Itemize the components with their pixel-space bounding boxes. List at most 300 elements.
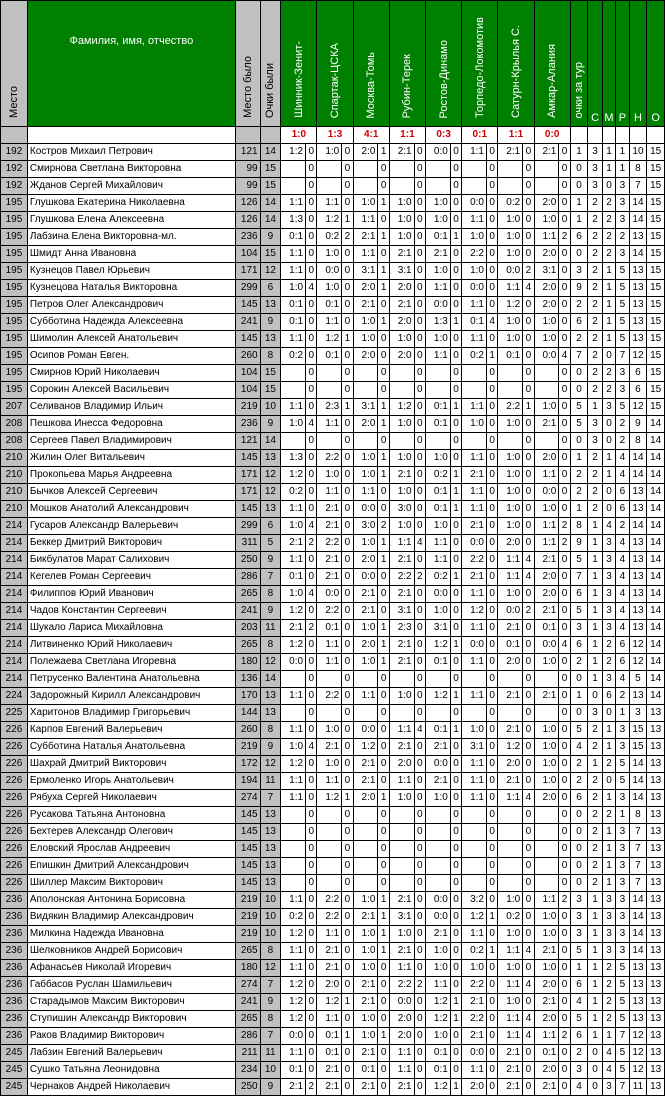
points-cell-7: 4 — [523, 977, 534, 994]
points-cell-6: 0 — [487, 246, 498, 263]
points-cell-3: 1 — [378, 467, 389, 484]
prediction-cell-4 — [389, 705, 414, 722]
tour-points-cell: 7 — [570, 348, 588, 365]
prediction-cell-6: 1:0 — [462, 229, 487, 246]
prediction-cell-6 — [462, 671, 487, 688]
prediction-cell-1: 1:1 — [281, 1045, 306, 1062]
c-cell: 1 — [588, 926, 602, 943]
prediction-cell-3 — [353, 365, 378, 382]
prediction-cell-8: 2:1 — [534, 688, 559, 705]
prediction-cell-3: 1:0 — [353, 960, 378, 977]
o-cell: 13 — [647, 960, 665, 977]
points-cell-5: 0 — [450, 909, 461, 926]
o-cell: 15 — [647, 161, 665, 178]
points-cell-8: 0 — [559, 433, 570, 450]
prediction-cell-2: 2:2 — [317, 450, 342, 467]
prediction-cell-5 — [426, 671, 451, 688]
points-cell-1: 0 — [306, 722, 317, 739]
points-cell-7: 0 — [523, 416, 534, 433]
points-cell-8: 0 — [559, 280, 570, 297]
prediction-cell-5: 1:0 — [426, 263, 451, 280]
table-row — [1, 263, 665, 280]
prediction-cell-5: 0:0 — [426, 909, 451, 926]
prediction-cell-6: 2:2 — [462, 246, 487, 263]
prediction-cell-1: 1:2 — [281, 926, 306, 943]
prediction-cell-2: 1:1 — [317, 416, 342, 433]
name-cell: Субботина Надежда Алексеевна — [27, 314, 235, 331]
name-cell: Рябуха Сергей Николаевич — [27, 790, 235, 807]
n-cell: 13 — [629, 603, 647, 620]
m-cell: 3 — [602, 909, 615, 926]
points-cell-7: 0 — [523, 178, 534, 195]
prediction-cell-6: 1:1 — [462, 926, 487, 943]
points-cell-8: 0 — [559, 858, 570, 875]
prediction-cell-8 — [534, 161, 559, 178]
name-cell: Жданов Сергей Михайлович — [27, 178, 235, 195]
points-cell-4: 0 — [414, 705, 425, 722]
points-cell-5: 0 — [450, 365, 461, 382]
prediction-cell-1: 1:0 — [281, 518, 306, 535]
prediction-cell-2 — [317, 382, 342, 399]
points-cell-8: 0 — [559, 620, 570, 637]
points-cell-8: 4 — [559, 348, 570, 365]
points-cell-3: 1 — [378, 314, 389, 331]
table-row — [1, 1062, 665, 1079]
prediction-cell-3 — [353, 858, 378, 875]
points-cell-1: 0 — [306, 688, 317, 705]
points-cell-1: 0 — [306, 331, 317, 348]
prediction-cell-4: 2:1 — [389, 637, 414, 654]
points-cell-5: 0 — [450, 331, 461, 348]
prediction-cell-7: 1:2 — [498, 297, 523, 314]
prev-place-cell: 219 — [235, 892, 260, 909]
points-cell-2: 1 — [342, 790, 353, 807]
points-cell-7: 2 — [523, 263, 534, 280]
prediction-cell-5: 1:0 — [426, 331, 451, 348]
prediction-cell-7: 0:0 — [498, 263, 523, 280]
points-cell-2: 0 — [342, 603, 353, 620]
points-cell-4: 0 — [414, 688, 425, 705]
tour-points-cell: 2 — [570, 467, 588, 484]
m-cell: 2 — [602, 807, 615, 824]
place-cell: 245 — [1, 1045, 28, 1062]
prediction-cell-8 — [534, 875, 559, 892]
prev-place-cell: 104 — [235, 382, 260, 399]
prediction-cell-7: 2:0 — [498, 535, 523, 552]
tour-points-cell: 0 — [570, 858, 588, 875]
m-cell: 1 — [602, 1028, 615, 1045]
points-cell-3: 0 — [378, 960, 389, 977]
points-cell-4: 0 — [414, 195, 425, 212]
points-cell-8: 0 — [559, 501, 570, 518]
prediction-cell-2: 2:1 — [317, 552, 342, 569]
tour-points-cell: 6 — [570, 790, 588, 807]
prediction-cell-6: 0:2 — [462, 943, 487, 960]
points-cell-5: 0 — [450, 586, 461, 603]
c-cell: 1 — [588, 892, 602, 909]
prediction-cell-3: 1:0 — [353, 926, 378, 943]
match-result-3: 4:1 — [353, 127, 389, 144]
points-cell-6: 0 — [487, 365, 498, 382]
m-cell: 6 — [602, 688, 615, 705]
tour-points-cell: 2 — [570, 297, 588, 314]
points-cell-8: 0 — [559, 943, 570, 960]
points-cell-2: 1 — [342, 331, 353, 348]
n-cell: 7 — [629, 875, 647, 892]
prediction-cell-2 — [317, 824, 342, 841]
prediction-cell-3 — [353, 161, 378, 178]
points-cell-4: 2 — [414, 569, 425, 586]
name-cell: Петрусенко Валентина Анатольевна — [27, 671, 235, 688]
points-cell-8: 0 — [559, 909, 570, 926]
prediction-cell-6: 1:1 — [462, 620, 487, 637]
prediction-cell-8: 2:0 — [534, 790, 559, 807]
points-cell-6: 0 — [487, 331, 498, 348]
points-cell-6: 0 — [487, 926, 498, 943]
name-cell: Ступишин Александр Викторович — [27, 1011, 235, 1028]
prev-place-cell: 145 — [235, 501, 260, 518]
tour-points-cell: 1 — [570, 450, 588, 467]
points-cell-5: 0 — [450, 824, 461, 841]
points-cell-6: 0 — [487, 297, 498, 314]
points-cell-3: 0 — [378, 994, 389, 1011]
points-cell-5: 0 — [450, 603, 461, 620]
c-cell: 1 — [588, 552, 602, 569]
table-row — [1, 756, 665, 773]
prediction-cell-8: 2:1 — [534, 994, 559, 1011]
place-cell: 195 — [1, 263, 28, 280]
points-cell-4: 0 — [414, 399, 425, 416]
points-cell-1: 4 — [306, 739, 317, 756]
prev-place-cell: 145 — [235, 858, 260, 875]
prev-place-cell: 194 — [235, 773, 260, 790]
prediction-cell-5: 1:1 — [426, 552, 451, 569]
prediction-cell-2 — [317, 365, 342, 382]
prediction-cell-6: 2:2 — [462, 1011, 487, 1028]
table-row — [1, 858, 665, 875]
points-cell-4: 0 — [414, 518, 425, 535]
n-cell: 8 — [629, 161, 647, 178]
prediction-cell-2: 2:2 — [317, 535, 342, 552]
c-cell: 2 — [588, 484, 602, 501]
points-cell-6: 0 — [487, 858, 498, 875]
m-cell: 1 — [602, 450, 615, 467]
prediction-cell-1: 1:1 — [281, 331, 306, 348]
prediction-cell-2: 1:1 — [317, 314, 342, 331]
points-cell-6: 0 — [487, 790, 498, 807]
points-cell-6: 0 — [487, 977, 498, 994]
points-cell-8: 0 — [559, 960, 570, 977]
points-cell-1: 0 — [306, 433, 317, 450]
name-cell: Смирнов Юрий Николаевич — [27, 365, 235, 382]
table-row — [1, 841, 665, 858]
prev-place-cell: 104 — [235, 365, 260, 382]
prediction-cell-8: 2:1 — [534, 1079, 559, 1096]
n-cell: 6 — [629, 382, 647, 399]
place-cell: 210 — [1, 467, 28, 484]
points-cell-1: 0 — [306, 841, 317, 858]
points-cell-2: 0 — [342, 552, 353, 569]
place-cell: 214 — [1, 552, 28, 569]
prediction-cell-7: 2:1 — [498, 1062, 523, 1079]
place-cell: 226 — [1, 858, 28, 875]
prediction-cell-4: 1:0 — [389, 416, 414, 433]
place-cell: 236 — [1, 960, 28, 977]
prev-points-cell: 9 — [260, 603, 281, 620]
name-cell: Гусаров Александр Валерьевич — [27, 518, 235, 535]
points-cell-2: 0 — [342, 416, 353, 433]
name-cell: Жилин Олег Витальевич — [27, 450, 235, 467]
prediction-cell-7: 1:1 — [498, 1028, 523, 1045]
points-cell-8: 0 — [559, 246, 570, 263]
points-cell-7: 0 — [523, 960, 534, 977]
m-cell: 2 — [602, 195, 615, 212]
points-cell-5: 0 — [450, 671, 461, 688]
c-cell: 3 — [588, 161, 602, 178]
r-cell: 3 — [616, 858, 629, 875]
prediction-cell-4: 1:0 — [389, 790, 414, 807]
tour-points-cell: 0 — [570, 246, 588, 263]
prediction-cell-6: 1:0 — [462, 722, 487, 739]
r-cell: 5 — [616, 297, 629, 314]
r-cell: 5 — [616, 280, 629, 297]
r-cell: 3 — [616, 195, 629, 212]
points-cell-1: 0 — [306, 195, 317, 212]
points-cell-6: 0 — [487, 552, 498, 569]
place-cell: 214 — [1, 620, 28, 637]
table-row — [1, 909, 665, 926]
o-cell: 15 — [647, 365, 665, 382]
prediction-cell-7: 2:1 — [498, 144, 523, 161]
prediction-cell-8: 2:0 — [534, 586, 559, 603]
prediction-cell-1 — [281, 161, 306, 178]
points-cell-3: 0 — [378, 824, 389, 841]
o-cell: 13 — [647, 926, 665, 943]
prediction-cell-6: 2:1 — [462, 1028, 487, 1045]
prediction-cell-1 — [281, 807, 306, 824]
points-cell-5: 0 — [450, 739, 461, 756]
points-cell-7: 0 — [523, 161, 534, 178]
prediction-cell-4 — [389, 824, 414, 841]
place-cell: 245 — [1, 1079, 28, 1096]
prediction-cell-5: 0:1 — [426, 501, 451, 518]
prediction-cell-1: 0:1 — [281, 229, 306, 246]
r-cell: 2 — [616, 416, 629, 433]
prediction-cell-6 — [462, 807, 487, 824]
points-cell-8: 0 — [559, 569, 570, 586]
prediction-cell-7: 1:0 — [498, 484, 523, 501]
points-cell-6: 0 — [487, 501, 498, 518]
m-cell: 2 — [602, 960, 615, 977]
c-cell: 0 — [588, 1045, 602, 1062]
name-cell: Смирнова Светлана Викторовна — [27, 161, 235, 178]
name-cell: Сорокин Алексей Васильевич — [27, 382, 235, 399]
m-cell: 0 — [602, 416, 615, 433]
table-row — [1, 654, 665, 671]
prediction-cell-6: 1:1 — [462, 790, 487, 807]
tour-points-cell: 0 — [570, 178, 588, 195]
r-header: Р — [616, 1, 629, 127]
prediction-cell-1: 1:1 — [281, 943, 306, 960]
points-cell-1: 0 — [306, 790, 317, 807]
points-cell-3: 1 — [378, 229, 389, 246]
points-cell-3: 1 — [378, 280, 389, 297]
prediction-cell-5 — [426, 433, 451, 450]
c-cell: 2 — [588, 875, 602, 892]
points-cell-4: 0 — [414, 1045, 425, 1062]
prediction-cell-1: 1:0 — [281, 739, 306, 756]
n-cell: 14 — [629, 212, 647, 229]
o-cell: 14 — [647, 535, 665, 552]
prediction-cell-1 — [281, 875, 306, 892]
points-cell-6: 0 — [487, 875, 498, 892]
prediction-cell-7: 1:1 — [498, 1011, 523, 1028]
points-cell-6: 0 — [487, 807, 498, 824]
name-cell: Бехтерев Александр Олегович — [27, 824, 235, 841]
prediction-cell-5: 0:1 — [426, 484, 451, 501]
header-row — [1, 1, 665, 127]
prev-place-cell: 250 — [235, 1079, 260, 1096]
points-cell-6: 0 — [487, 603, 498, 620]
points-cell-2: 0 — [342, 263, 353, 280]
points-cell-8: 2 — [559, 229, 570, 246]
points-cell-5: 1 — [450, 484, 461, 501]
prev-points-cell: 7 — [260, 790, 281, 807]
o-cell: 14 — [647, 467, 665, 484]
r-cell: 2 — [616, 433, 629, 450]
points-cell-6: 0 — [487, 1079, 498, 1096]
points-cell-8: 0 — [559, 756, 570, 773]
points-cell-2: 0 — [342, 586, 353, 603]
prediction-cell-1 — [281, 382, 306, 399]
prediction-cell-1: 1:0 — [281, 280, 306, 297]
prev-points-cell: 6 — [260, 518, 281, 535]
prediction-cell-8: 2:1 — [534, 603, 559, 620]
points-cell-4: 0 — [414, 365, 425, 382]
points-cell-5: 0 — [450, 1045, 461, 1062]
m-cell: 3 — [602, 892, 615, 909]
prediction-cell-4 — [389, 875, 414, 892]
points-cell-5: 0 — [450, 450, 461, 467]
n-cell: 13 — [629, 977, 647, 994]
prediction-cell-3: 1:0 — [353, 1011, 378, 1028]
points-cell-5: 0 — [450, 433, 461, 450]
prediction-cell-6: 0:0 — [462, 195, 487, 212]
prev-place-cell: 236 — [235, 229, 260, 246]
prediction-cell-6: 2:1 — [462, 994, 487, 1011]
m-cell: 4 — [602, 518, 615, 535]
place-cell: 226 — [1, 790, 28, 807]
points-cell-3: 1 — [378, 654, 389, 671]
points-cell-3: 1 — [378, 399, 389, 416]
table-row — [1, 722, 665, 739]
prediction-cell-8 — [534, 824, 559, 841]
m-cell: 1 — [602, 263, 615, 280]
name-cell: Кегелев Роман Сергеевич — [27, 569, 235, 586]
points-cell-5: 1 — [450, 501, 461, 518]
c-cell: 1 — [588, 637, 602, 654]
place-cell: 192 — [1, 161, 28, 178]
place-cell: 214 — [1, 569, 28, 586]
points-cell-7: 0 — [523, 450, 534, 467]
points-cell-4: 0 — [414, 416, 425, 433]
o-cell: 15 — [647, 229, 665, 246]
r-cell: 3 — [616, 909, 629, 926]
tour-points-cell: 1 — [570, 688, 588, 705]
place-cell: 236 — [1, 994, 28, 1011]
c-cell: 2 — [588, 297, 602, 314]
name-cell: Прокопьева Марья Андреевна — [27, 467, 235, 484]
points-cell-2: 2 — [342, 229, 353, 246]
points-cell-5: 1 — [450, 229, 461, 246]
points-cell-8: 0 — [559, 1062, 570, 1079]
prediction-cell-2: 2:1 — [317, 943, 342, 960]
prediction-cell-4: 2:2 — [389, 569, 414, 586]
place-cell: 195 — [1, 297, 28, 314]
prediction-cell-8: 1:0 — [534, 314, 559, 331]
prediction-cell-4: 2:0 — [389, 280, 414, 297]
name-cell: Литвиненко Юрий Николаевич — [27, 637, 235, 654]
prediction-cell-7: 1:0 — [498, 501, 523, 518]
prediction-cell-4: 1:1 — [389, 535, 414, 552]
name-cell: Глушкова Екатерина Николаевна — [27, 195, 235, 212]
points-cell-4: 0 — [414, 314, 425, 331]
points-cell-3: 0 — [378, 1045, 389, 1062]
prediction-cell-1: 2:1 — [281, 620, 306, 637]
points-cell-8: 0 — [559, 314, 570, 331]
match-result-1: 1:0 — [281, 127, 317, 144]
prediction-cell-3: 1:1 — [353, 212, 378, 229]
points-cell-3: 2 — [378, 518, 389, 535]
points-cell-3: 1 — [378, 552, 389, 569]
table-body — [1, 144, 665, 1096]
n-cell: 14 — [629, 790, 647, 807]
prediction-cell-5: 0:0 — [426, 586, 451, 603]
tour-points-cell: 0 — [570, 824, 588, 841]
c-cell: 0 — [588, 1079, 602, 1096]
prediction-cell-8: 1:1 — [534, 518, 559, 535]
prev-points-cell: 8 — [260, 943, 281, 960]
points-cell-3: 0 — [378, 246, 389, 263]
points-cell-1: 0 — [306, 637, 317, 654]
c-cell: 2 — [588, 331, 602, 348]
tour-points-cell: 5 — [570, 722, 588, 739]
m-cell: 1 — [602, 314, 615, 331]
points-cell-7: 0 — [523, 620, 534, 637]
r-cell: 4 — [616, 535, 629, 552]
place-cell: 226 — [1, 722, 28, 739]
o-cell: 14 — [647, 518, 665, 535]
prediction-cell-6 — [462, 433, 487, 450]
c-cell: 2 — [588, 212, 602, 229]
prediction-cell-7: 1:1 — [498, 280, 523, 297]
prev-points-cell: 11 — [260, 773, 281, 790]
prediction-cell-7 — [498, 365, 523, 382]
points-cell-5: 0 — [450, 348, 461, 365]
points-cell-1: 0 — [306, 943, 317, 960]
prev-points-cell: 15 — [260, 178, 281, 195]
place-cell: 192 — [1, 178, 28, 195]
points-cell-5: 1 — [450, 994, 461, 1011]
prev-place-cell: 265 — [235, 586, 260, 603]
table-row — [1, 603, 665, 620]
points-cell-4: 0 — [414, 603, 425, 620]
points-cell-8: 0 — [559, 263, 570, 280]
points-cell-6: 1 — [487, 348, 498, 365]
prediction-cell-5: 0:1 — [426, 722, 451, 739]
prev-place-cell: 299 — [235, 280, 260, 297]
prev-points-cell: 13 — [260, 688, 281, 705]
